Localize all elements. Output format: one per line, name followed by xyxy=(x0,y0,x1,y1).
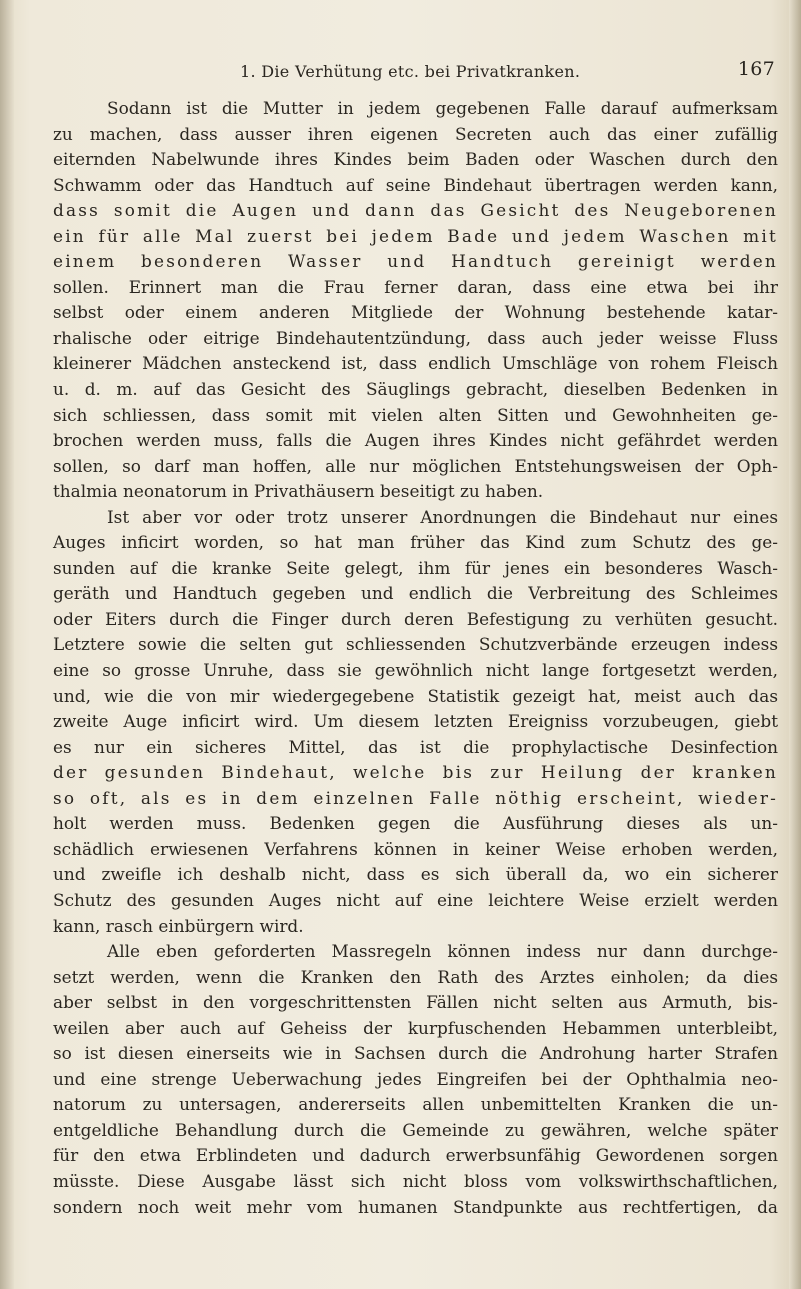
text-line: kleinerer Mädchen ansteckend ist, dass endlich Umschläge von rohem Fleisch xyxy=(53,353,778,374)
text-line: Letztere sowie die selten gut schliessenden Schutzverbände erzeugen indess xyxy=(53,634,778,655)
text-line: Auges inficirt worden, so hat man früher das Kind zum Schutz des ge- xyxy=(53,532,778,553)
page-right-edge xyxy=(789,0,801,1289)
text-line: geräth und Handtuch gegeben und endlich die Verbreitung des Schleimes xyxy=(53,583,778,604)
text-line: sich schliessen, dass somit mit vielen alten Sitten und Gewohnheiten ge- xyxy=(53,404,778,425)
page-header xyxy=(240,58,780,86)
text-line: eine so grosse Unruhe, dass sie gewöhnlich nicht lange fortgesetzt werden, xyxy=(53,660,778,681)
text-line: schädlich erwiesenen Verfahrens können in keiner Weise erhoben werden, xyxy=(53,838,778,859)
text-line: u. d. m. auf das Gesicht des Säuglings gebracht, dieselben Bedenken in xyxy=(53,379,778,400)
text-line: der gesunden Bindehaut, welche bis zur Heilung der kranken xyxy=(53,762,778,783)
text-line: sollen. Erinnert man die Frau ferner daran, dass eine etwa bei ihr xyxy=(53,276,778,297)
text-line: aber selbst in den vorgeschrittensten Fällen nicht selten aus Armuth, bis- xyxy=(53,992,778,1013)
text-line: kann, rasch einbürgern wird. xyxy=(53,915,304,936)
text-line: rhalische oder eitrige Bindehautentzündung, dass auch jeder weisse Fluss xyxy=(53,327,778,348)
text-line: Schutz des gesunden Auges nicht auf eine leichtere Weise erzielt werden xyxy=(53,889,778,910)
text-line: so ist diesen einerseits wie in Sachsen durch die Androhung harter Strafen xyxy=(53,1043,778,1064)
text-line: entgeldliche Behandlung durch die Gemeinde zu gewähren, welche später xyxy=(53,1119,778,1140)
text-line: Alle eben geforderten Massregeln können indess nur dann durchge- xyxy=(107,941,778,962)
running-head: 1. Die Verhütung etc. bei Privatkranken. xyxy=(240,62,581,81)
text-line: müsste. Diese Ausgabe lässt sich nicht bloss vom volkswirthschaftlichen, xyxy=(53,1170,778,1191)
body-text xyxy=(53,96,778,1220)
text-line: thalmia neonatorum in Privathäusern beseitigt zu haben. xyxy=(53,481,544,502)
text-line: einem besonderen Wasser und Handtuch gereinigt werden xyxy=(53,251,778,272)
text-line: und, wie die von mir wiedergegebene Statistik gezeigt hat, meist auch das xyxy=(53,685,778,706)
text-line: Schwamm oder das Handtuch auf seine Bindehaut übertragen werden kann, xyxy=(53,174,778,195)
text-line: sunden auf die kranke Seite gelegt, ihm für jenes ein besonderes Wasch- xyxy=(53,557,778,578)
text-line: dass somit die Augen und dann das Gesicht des Neugeborenen xyxy=(53,200,778,221)
text-line: es nur ein sicheres Mittel, das ist die prophylactische Desinfection xyxy=(53,736,778,757)
paragraph-3 xyxy=(53,939,778,1220)
text-line: eiternden Nabelwunde ihres Kindes beim Baden oder Waschen durch den xyxy=(53,149,778,170)
text-line: so oft, als es in dem einzelnen Falle nöthig erscheint, wieder- xyxy=(53,787,778,808)
text-line: weilen aber auch auf Geheiss der kurpfuschenden Hebammen unterbleibt, xyxy=(53,1017,778,1038)
text-line: Ist aber vor oder trotz unserer Anordnungen die Bindehaut nur eines xyxy=(107,506,778,527)
text-line: für den etwa Erblindeten und dadurch erwerbsunfähig Gewordenen sorgen xyxy=(53,1145,778,1166)
text-line: holt werden muss. Bedenken gegen die Ausführung dieses als un- xyxy=(53,813,778,834)
paragraph-1 xyxy=(53,96,778,505)
paragraph-2 xyxy=(53,505,778,939)
page-left-edge xyxy=(0,0,14,1289)
text-line: ein für alle Mal zuerst bei jedem Bade und jedem Waschen mit xyxy=(53,225,778,246)
text-line: sondern noch weit mehr vom humanen Standpunkte aus rechtfertigen, da xyxy=(53,1196,778,1217)
text-line: natorum zu untersagen, andererseits allen unbemittelten Kranken die un- xyxy=(53,1094,778,1115)
text-line: zweite Auge inficirt wird. Um diesem letzten Ereigniss vorzubeugen, giebt xyxy=(53,711,778,732)
page-number: 167 xyxy=(737,58,775,80)
text-line: brochen werden muss, falls die Augen ihres Kindes nicht gefährdet werden xyxy=(53,430,778,451)
text-line: selbst oder einem anderen Mitgliede der Wohnung bestehende katar- xyxy=(53,302,778,323)
text-line: oder Eiters durch die Finger durch deren Befestigung zu verhüten gesucht. xyxy=(53,608,778,629)
text-line: und eine strenge Ueberwachung jedes Eingreifen bei der Ophthalmia neo- xyxy=(53,1068,778,1089)
text-line: und zweifle ich deshalb nicht, dass es sich überall da, wo ein sicherer xyxy=(53,864,778,885)
text-line: Sodann ist die Mutter in jedem gegebenen Falle darauf aufmerksam xyxy=(107,98,778,118)
text-line: sollen, so darf man hoffen, alle nur möglichen Entstehungsweisen der Oph- xyxy=(53,455,778,476)
text-line: setzt werden, wenn die Kranken den Rath des Arztes einholen; da dies xyxy=(53,966,778,987)
text-line: zu machen, dass ausser ihren eigenen Secreten auch das einer zufällig xyxy=(53,123,778,144)
